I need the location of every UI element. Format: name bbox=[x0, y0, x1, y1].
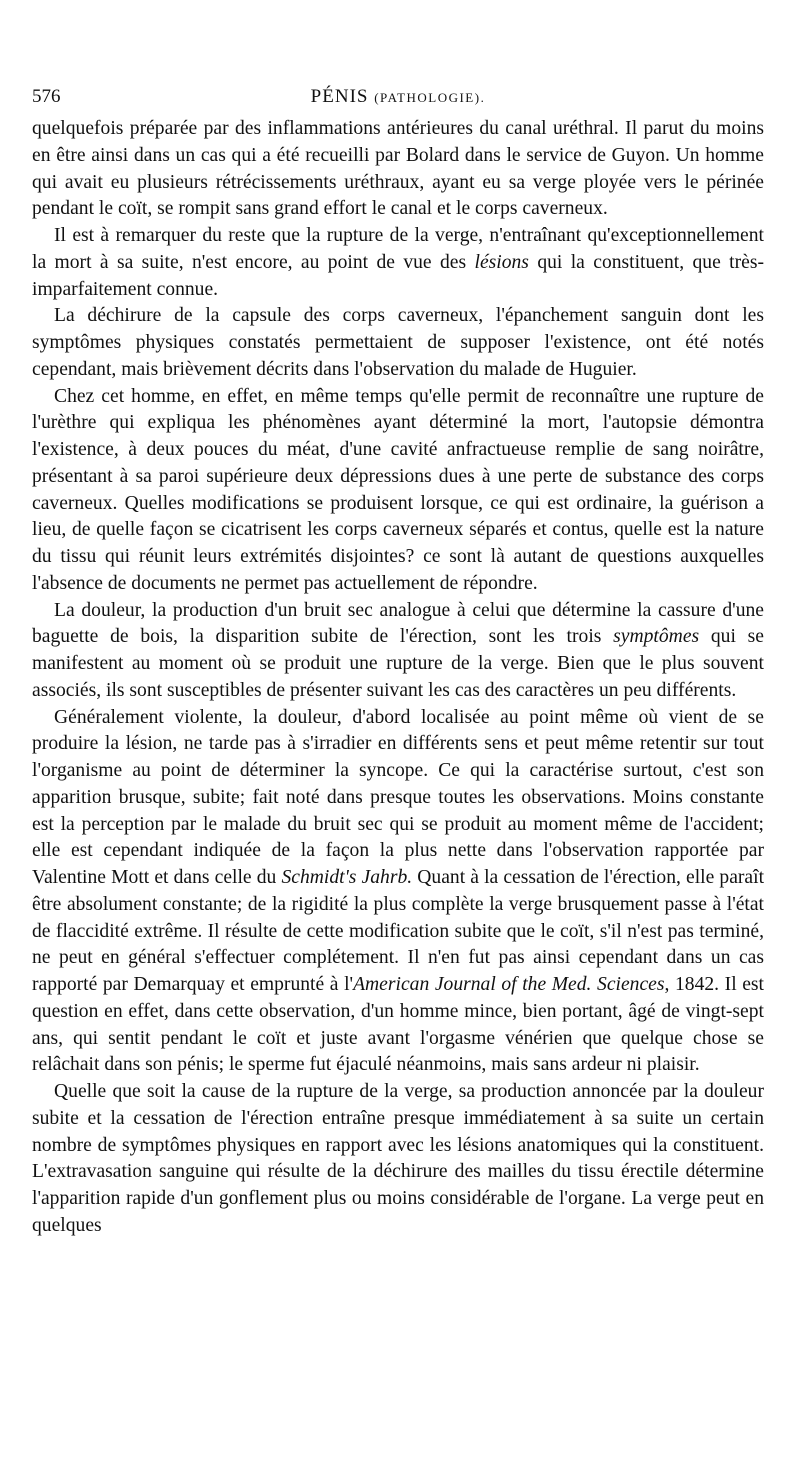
paragraph-text: qui la constituent, que très-imparfaitement connue. bbox=[32, 251, 764, 300]
paragraph-text: Généralement violente, la douleur, d'abord localisée au point même où vient de se produire la lésion, ne tarde pas à s'irradier en différents sens et peut même retentir sur tout l'organisme au point de déterminer la syncope. Ce qui la caractérise surtout, c'est son apparition brusque, subite; fait noté dans presque toutes les observations. Moins constante est la perception par le malade du bruit sec qui se produit au moment même de l'accident; elle est cependant indiquée de la façon la plus nette dans l'observation rapportée par Valentine Mott et dans celle du bbox=[32, 706, 764, 888]
page-header bbox=[32, 86, 764, 116]
paragraph-text: La douleur, la production d'un bruit sec analogue à celui que détermine la cassure d'une baguette de bois, la disparition subite de l'érection, sont les trois bbox=[32, 599, 764, 648]
running-title-main: PÉNIS bbox=[310, 86, 369, 107]
paragraph: La déchirure de la capsule des corps caverneux, l'épanchement sanguin dont les symptômes physiques constatés permettaient de supposer l'existence, ont été notés cependant, mais brièvement décrits dans l'observation du malade de Huguier. bbox=[32, 305, 764, 380]
paragraph bbox=[32, 223, 764, 303]
paragraph: Quelle que soit la cause de la rupture de la verge, sa production annoncée par la douleur subite et la cessation de l'érection entraîne presque immédiatement à sa suite un certain nombre de symptômes physiques en rapport avec les lésions anatomiques qui la constituent. L'extravasation sanguine qui résulte de la déchirure des mailles du tissu érectile détermine l'apparition rapide d'un gonflement plus ou moins considérable de l'organe. La verge peut en quelques bbox=[32, 1081, 764, 1236]
paragraph bbox=[32, 598, 764, 705]
paragraph-text: Il est à remarquer du reste que la rupture de la verge, n'entraînant qu'exceptionnellement la mort à sa suite, n'est encore, au point de vue des bbox=[32, 225, 764, 273]
body-text bbox=[32, 116, 764, 1240]
paragraph-text: Quant à la cessation de l'érection, elle paraît être absolument constante; de la rigidité la plus complète la verge brusquement passe à l'état de flaccidité extrême. Il résulte de cette modification subite que le coït, s'il n'est pas terminé, ne peut en général s'effectuer complétement. Il n'en fut pas ainsi cependant dans un cas rapporté par Demarquay et emprunté à l' bbox=[32, 867, 765, 995]
paragraph-text: qui se manifestent au moment où se produit une rupture de la verge. Bien que le plus souvent associés, ils sont susceptibles de présenter suivant les cas des caractères un peu différents. bbox=[32, 626, 764, 701]
running-title-subtitle: (PATHOLOGIE). bbox=[374, 90, 486, 105]
italic-citation: American Journal of the Med. Sciences bbox=[353, 974, 665, 995]
paragraph-continuation: quelquefois préparée par des inflammations antérieures du canal uréthral. Il parut du moins en être ainsi dans un cas qui a été recueilli par Bolard dans le service de Guyon. Un homme qui avait eu plusieurs rétrécissements uréthraux, ayant eu sa verge ployée vers le périnée pendant le coït, se rompit sans grand effort le canal et le corps caverneux. bbox=[32, 118, 764, 220]
page-number: 576 bbox=[32, 86, 61, 107]
document-page bbox=[32, 86, 764, 1240]
paragraph bbox=[32, 705, 764, 1080]
running-title bbox=[32, 86, 764, 108]
italic-citation: Schmidt's Jahrb. bbox=[281, 867, 413, 888]
italic-term: lésions bbox=[474, 251, 529, 273]
italic-term: symptômes bbox=[613, 626, 700, 648]
paragraph: Chez cet homme, en effet, en même temps qu'elle permit de reconnaître une rupture de l'urèthre qui expliqua les phénomènes ayant déterminé la mort, l'autopsie démontra l'existence, à deux pouces du méat, d'une cavité anfractueuse remplie de sang noirâtre, présentant à sa paroi supérieure deux dépressions dues à une perte de substance des corps caverneux. Quelles modifications se produisent lorsque, ce qui est ordinaire, la guérison a lieu, de quelle façon se cicatrisent les corps caverneux séparés et contus, quelle est la nature du tissu qui réunit leurs extrémités disjointes? ce sont là autant de questions auxquelles l'absence de documents ne permet pas actuellement de répondre. bbox=[32, 385, 764, 594]
paragraph-text: , 1842. Il est question en effet, dans cette observation, d'un homme mince, bien portant, âgé de vingt-sept ans, qui sentit pendant le coït et juste avant l'orgasme vénérien que quelque chose se relâchait dans son pénis; le sperme fut éjaculé néanmoins, mais sans ardeur ni plaisir. bbox=[32, 974, 764, 1076]
